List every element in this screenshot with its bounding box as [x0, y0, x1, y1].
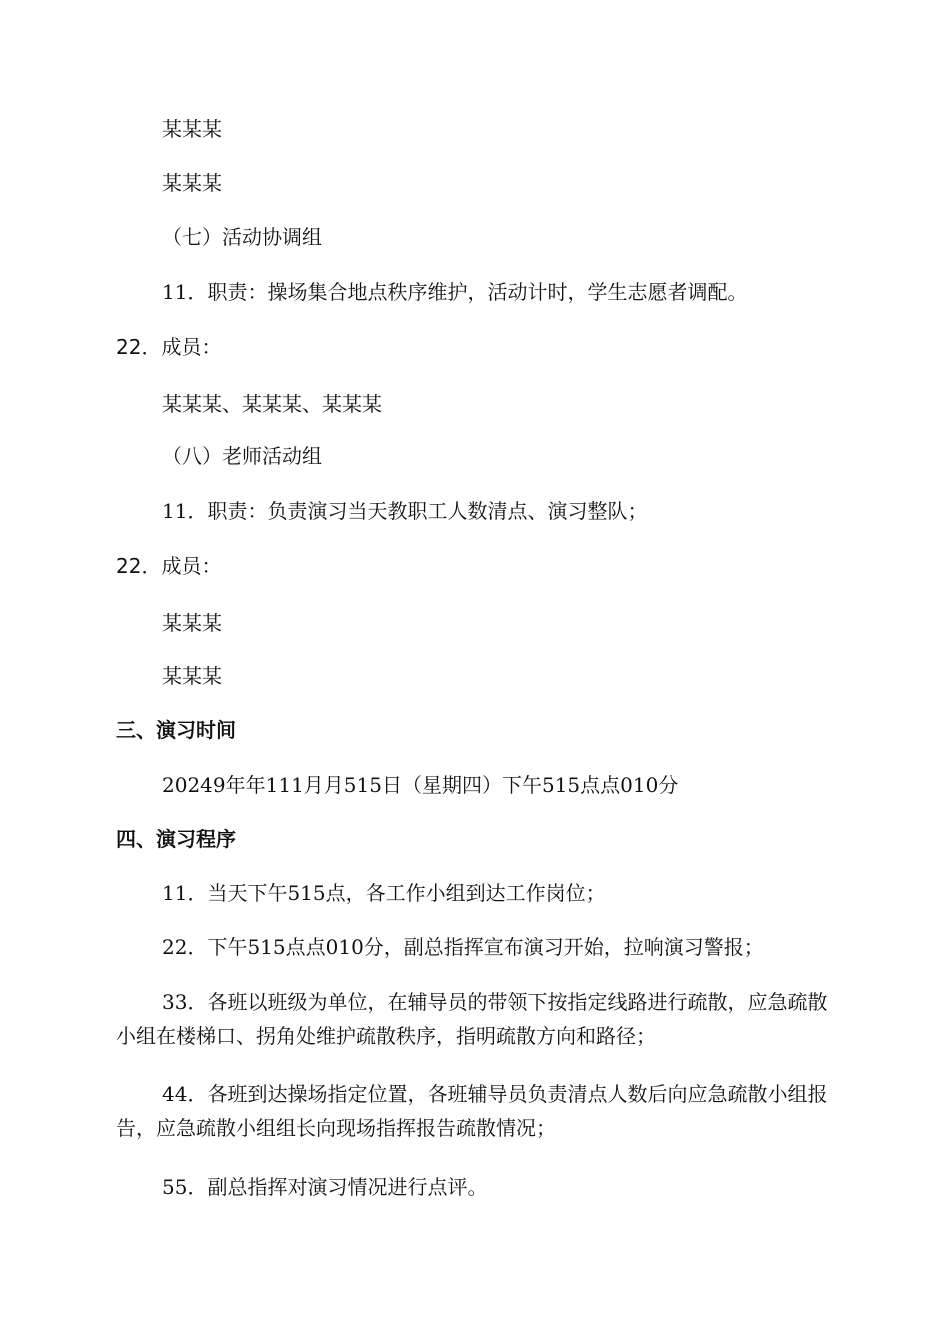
drill-time: 20249年年111月月515日（星期四）下午515点点010分	[162, 773, 679, 797]
member-name: 某某某	[162, 171, 222, 195]
procedure-step: 33．各班以班级为单位，在辅导员的带领下按指定线路进行疏散，应急疏散小组在楼梯口、拐角处维护疏散秩序，指明疏散方向和路径；	[116, 990, 828, 1048]
member-list: 某某某、某某某、某某某	[162, 392, 382, 416]
section-subheading: （七）活动协调组	[162, 225, 322, 249]
section-subheading: （八）老师活动组	[162, 444, 322, 468]
duty-line: 11．职责：操场集合地点秩序维护，活动计时，学生志愿者调配。	[162, 280, 748, 304]
members-label: 22．成员：	[116, 335, 222, 359]
members-label: 22．成员：	[116, 554, 222, 578]
section-heading: 三、演习时间	[116, 718, 236, 742]
member-name: 某某某	[162, 664, 222, 688]
member-name: 某某某	[162, 611, 222, 635]
duty-line: 11．职责：负责演习当天教职工人数清点、演习整队；	[162, 499, 648, 523]
procedure-step: 11．当天下午515点，各工作小组到达工作岗位；	[162, 881, 606, 905]
section-heading: 四、演习程序	[116, 827, 236, 851]
procedure-step: 44．各班到达操场指定位置，各班辅导员负责清点人数后向应急疏散小组报告，应急疏散小组组长向现场指挥报告疏散情况；	[116, 1082, 828, 1140]
procedure-step: 55．副总指挥对演习情况进行点评。	[162, 1175, 488, 1199]
procedure-step: 22．下午515点点010分，副总指挥宣布演习开始，拉响演习警报；	[162, 935, 764, 959]
member-name: 某某某	[162, 117, 222, 141]
